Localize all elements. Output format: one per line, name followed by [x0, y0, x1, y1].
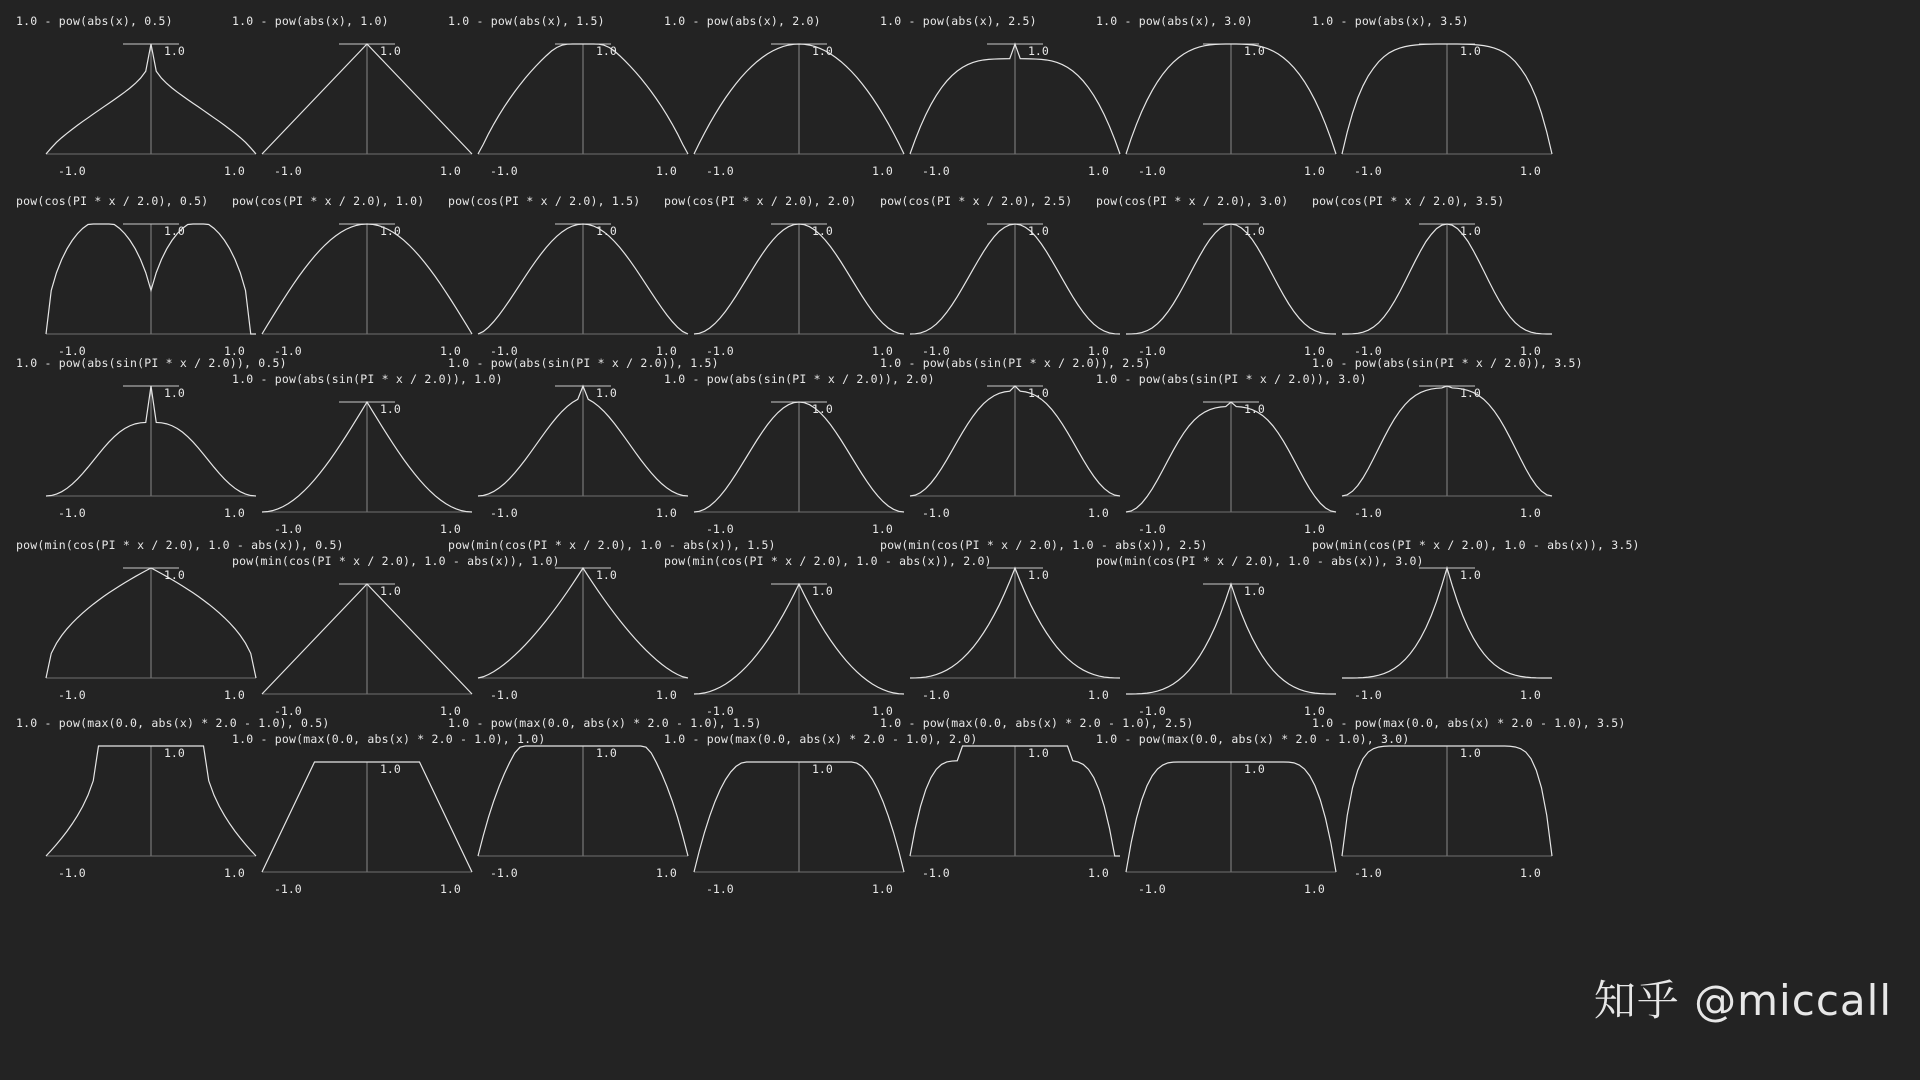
- panel-plot: [1126, 394, 1336, 534]
- panel-plot: [46, 378, 256, 518]
- x-axis-max-label: 1.0: [656, 688, 677, 702]
- panel-plot: [1342, 560, 1552, 700]
- x-axis-min-label: -1.0: [706, 522, 734, 536]
- panel-title: pow(cos(PI * x / 2.0), 0.5): [16, 194, 209, 208]
- panel-plot: [1342, 738, 1552, 878]
- panel-plot: [262, 216, 472, 356]
- x-axis-min-label: -1.0: [1354, 688, 1382, 702]
- panel-plot: [46, 560, 256, 700]
- panel-title: pow(cos(PI * x / 2.0), 3.5): [1312, 194, 1505, 208]
- panel-svg: [478, 738, 688, 866]
- x-axis-max-label: 1.0: [1520, 866, 1541, 880]
- x-axis-min-label: -1.0: [58, 866, 86, 880]
- panel-title: 1.0 - pow(abs(sin(PI * x / 2.0)), 1.5): [448, 356, 719, 370]
- panel-plot: [478, 738, 688, 878]
- panel-svg: [478, 378, 688, 506]
- x-axis-max-label: 1.0: [656, 164, 677, 178]
- panel-svg: [478, 560, 688, 688]
- x-axis-max-label: 1.0: [872, 522, 893, 536]
- panel-plot: [1126, 576, 1336, 716]
- x-axis-min-label: -1.0: [1138, 522, 1166, 536]
- panel-svg: [910, 216, 1120, 344]
- panel-svg: [694, 216, 904, 344]
- x-axis-min-label: -1.0: [922, 164, 950, 178]
- x-axis-max-label: 1.0: [224, 506, 245, 520]
- panel-svg: [1342, 378, 1552, 506]
- panel-title: 1.0 - pow(abs(sin(PI * x / 2.0)), 2.5): [880, 356, 1151, 370]
- panel-svg: [46, 36, 256, 164]
- panel-svg: [1126, 394, 1336, 522]
- x-axis-min-label: -1.0: [274, 704, 302, 718]
- y-axis-max-label: 1.0: [380, 762, 401, 776]
- y-axis-max-label: 1.0: [1244, 584, 1265, 598]
- panel-svg: [910, 36, 1120, 164]
- panel-plot: [694, 394, 904, 534]
- y-axis-max-label: 1.0: [812, 584, 833, 598]
- x-axis-min-label: -1.0: [1138, 704, 1166, 718]
- y-axis-max-label: 1.0: [164, 746, 185, 760]
- panel-svg: [262, 576, 472, 704]
- x-axis-min-label: -1.0: [922, 688, 950, 702]
- x-axis-min-label: -1.0: [1138, 164, 1166, 178]
- panel-svg: [46, 378, 256, 506]
- panel-svg: [46, 738, 256, 866]
- x-axis-max-label: 1.0: [224, 866, 245, 880]
- panel-plot: [262, 754, 472, 894]
- panel-svg: [1342, 36, 1552, 164]
- x-axis-min-label: -1.0: [274, 882, 302, 896]
- y-axis-max-label: 1.0: [1028, 44, 1049, 58]
- x-axis-max-label: 1.0: [656, 866, 677, 880]
- x-axis-max-label: 1.0: [1304, 344, 1325, 358]
- x-axis-max-label: 1.0: [440, 882, 461, 896]
- y-axis-max-label: 1.0: [1244, 762, 1265, 776]
- panel-title: 1.0 - pow(abs(x), 1.5): [448, 14, 605, 28]
- panel-plot: [262, 576, 472, 716]
- x-axis-max-label: 1.0: [1520, 506, 1541, 520]
- panel-svg: [1342, 216, 1552, 344]
- x-axis-max-label: 1.0: [656, 506, 677, 520]
- x-axis-min-label: -1.0: [706, 704, 734, 718]
- panel-plot: [910, 738, 1120, 878]
- panel-title: 1.0 - pow(max(0.0, abs(x) * 2.0 - 1.0), 1.5): [448, 716, 762, 730]
- y-axis-max-label: 1.0: [164, 44, 185, 58]
- panel-plot: [1342, 36, 1552, 176]
- x-axis-max-label: 1.0: [656, 344, 677, 358]
- y-axis-max-label: 1.0: [1460, 568, 1481, 582]
- y-axis-max-label: 1.0: [164, 568, 185, 582]
- panel-svg: [262, 36, 472, 164]
- panel-plot: [694, 36, 904, 176]
- panel-plot: [46, 738, 256, 878]
- y-axis-max-label: 1.0: [812, 402, 833, 416]
- x-axis-min-label: -1.0: [490, 866, 518, 880]
- panel-title: pow(min(cos(PI * x / 2.0), 1.0 - abs(x)), 2.5): [880, 538, 1208, 552]
- y-axis-max-label: 1.0: [380, 584, 401, 598]
- panel-title: pow(min(cos(PI * x / 2.0), 1.0 - abs(x)), 3.0): [1096, 554, 1424, 568]
- y-axis-max-label: 1.0: [596, 386, 617, 400]
- panel-title: 1.0 - pow(max(0.0, abs(x) * 2.0 - 1.0), 0.5): [16, 716, 330, 730]
- y-axis-max-label: 1.0: [812, 224, 833, 238]
- y-axis-max-label: 1.0: [164, 224, 185, 238]
- panel-svg: [262, 754, 472, 882]
- panel-title: 1.0 - pow(max(0.0, abs(x) * 2.0 - 1.0), 2.5): [880, 716, 1194, 730]
- panel-svg: [910, 738, 1120, 866]
- panel-plot: [1126, 36, 1336, 176]
- x-axis-min-label: -1.0: [490, 688, 518, 702]
- y-axis-max-label: 1.0: [380, 224, 401, 238]
- panel-plot: [262, 394, 472, 534]
- y-axis-max-label: 1.0: [596, 568, 617, 582]
- panel-title: 1.0 - pow(max(0.0, abs(x) * 2.0 - 1.0), 3.5): [1312, 716, 1626, 730]
- panel-svg: [694, 394, 904, 522]
- x-axis-max-label: 1.0: [440, 522, 461, 536]
- x-axis-min-label: -1.0: [490, 344, 518, 358]
- panel-title: 1.0 - pow(abs(sin(PI * x / 2.0)), 1.0): [232, 372, 503, 386]
- panel-svg: [694, 36, 904, 164]
- x-axis-max-label: 1.0: [1088, 688, 1109, 702]
- panel-title: pow(min(cos(PI * x / 2.0), 1.0 - abs(x)), 0.5): [16, 538, 344, 552]
- x-axis-max-label: 1.0: [1088, 506, 1109, 520]
- y-axis-max-label: 1.0: [1028, 224, 1049, 238]
- y-axis-max-label: 1.0: [1244, 402, 1265, 416]
- x-axis-min-label: -1.0: [58, 164, 86, 178]
- panel-title: 1.0 - pow(abs(x), 0.5): [16, 14, 173, 28]
- y-axis-max-label: 1.0: [1244, 224, 1265, 238]
- panel-svg: [1126, 36, 1336, 164]
- panel-title: pow(min(cos(PI * x / 2.0), 1.0 - abs(x)), 3.5): [1312, 538, 1640, 552]
- x-axis-min-label: -1.0: [922, 344, 950, 358]
- y-axis-max-label: 1.0: [812, 762, 833, 776]
- x-axis-min-label: -1.0: [922, 506, 950, 520]
- panel-plot: [1342, 378, 1552, 518]
- x-axis-max-label: 1.0: [872, 164, 893, 178]
- panel-plot: [910, 560, 1120, 700]
- x-axis-max-label: 1.0: [224, 344, 245, 358]
- panel-title: 1.0 - pow(abs(x), 3.5): [1312, 14, 1469, 28]
- y-axis-max-label: 1.0: [1460, 746, 1481, 760]
- panel-svg: [46, 560, 256, 688]
- y-axis-max-label: 1.0: [164, 386, 185, 400]
- x-axis-min-label: -1.0: [1138, 882, 1166, 896]
- panel-plot: [694, 216, 904, 356]
- x-axis-min-label: -1.0: [1354, 164, 1382, 178]
- panel-svg: [1126, 754, 1336, 882]
- panel-svg: [694, 754, 904, 882]
- panel-plot: [694, 576, 904, 716]
- y-axis-max-label: 1.0: [1028, 568, 1049, 582]
- panel-svg: [1126, 576, 1336, 704]
- panel-plot: [262, 36, 472, 176]
- panel-title: 1.0 - pow(abs(sin(PI * x / 2.0)), 3.5): [1312, 356, 1583, 370]
- panel-title: 1.0 - pow(abs(x), 1.0): [232, 14, 389, 28]
- y-axis-max-label: 1.0: [596, 224, 617, 238]
- x-axis-min-label: -1.0: [706, 164, 734, 178]
- panel-title: 1.0 - pow(abs(sin(PI * x / 2.0)), 0.5): [16, 356, 287, 370]
- x-axis-max-label: 1.0: [224, 688, 245, 702]
- x-axis-min-label: -1.0: [706, 882, 734, 896]
- panel-svg: [1342, 738, 1552, 866]
- x-axis-min-label: -1.0: [706, 344, 734, 358]
- panel-title: pow(cos(PI * x / 2.0), 1.5): [448, 194, 641, 208]
- panel-plot: [910, 216, 1120, 356]
- x-axis-min-label: -1.0: [58, 506, 86, 520]
- y-axis-max-label: 1.0: [1460, 44, 1481, 58]
- x-axis-max-label: 1.0: [1304, 882, 1325, 896]
- panel-svg: [910, 560, 1120, 688]
- y-axis-max-label: 1.0: [596, 44, 617, 58]
- x-axis-min-label: -1.0: [922, 866, 950, 880]
- panel-plot: [478, 36, 688, 176]
- panel-title: pow(cos(PI * x / 2.0), 3.0): [1096, 194, 1289, 208]
- x-axis-min-label: -1.0: [490, 506, 518, 520]
- panel-svg: [694, 576, 904, 704]
- panel-title: 1.0 - pow(abs(sin(PI * x / 2.0)), 3.0): [1096, 372, 1367, 386]
- panel-plot: [910, 378, 1120, 518]
- panel-plot: [1126, 754, 1336, 894]
- y-axis-max-label: 1.0: [1460, 386, 1481, 400]
- panel-title: pow(min(cos(PI * x / 2.0), 1.0 - abs(x)), 2.0): [664, 554, 992, 568]
- panel-title: 1.0 - pow(max(0.0, abs(x) * 2.0 - 1.0), 2.0): [664, 732, 978, 746]
- panel-title: pow(min(cos(PI * x / 2.0), 1.0 - abs(x)), 1.0): [232, 554, 560, 568]
- panel-title: 1.0 - pow(abs(x), 2.0): [664, 14, 821, 28]
- panel-svg: [262, 394, 472, 522]
- x-axis-min-label: -1.0: [274, 522, 302, 536]
- panel-title: 1.0 - pow(abs(x), 3.0): [1096, 14, 1253, 28]
- y-axis-max-label: 1.0: [1460, 224, 1481, 238]
- x-axis-min-label: -1.0: [58, 688, 86, 702]
- x-axis-max-label: 1.0: [1304, 522, 1325, 536]
- x-axis-min-label: -1.0: [490, 164, 518, 178]
- panel-title: pow(cos(PI * x / 2.0), 1.0): [232, 194, 425, 208]
- x-axis-max-label: 1.0: [440, 164, 461, 178]
- y-axis-max-label: 1.0: [812, 44, 833, 58]
- panel-plot: [46, 36, 256, 176]
- x-axis-max-label: 1.0: [224, 164, 245, 178]
- panel-title: pow(min(cos(PI * x / 2.0), 1.0 - abs(x)), 1.5): [448, 538, 776, 552]
- watermark: 知乎 @miccall: [1593, 976, 1892, 1025]
- x-axis-max-label: 1.0: [1304, 164, 1325, 178]
- y-axis-max-label: 1.0: [380, 44, 401, 58]
- x-axis-min-label: -1.0: [274, 164, 302, 178]
- panel-plot: [478, 560, 688, 700]
- x-axis-max-label: 1.0: [1520, 344, 1541, 358]
- panel-plot: [1342, 216, 1552, 356]
- panel-plot: [46, 216, 256, 356]
- panel-svg: [478, 36, 688, 164]
- x-axis-min-label: -1.0: [1354, 506, 1382, 520]
- y-axis-max-label: 1.0: [1028, 386, 1049, 400]
- y-axis-max-label: 1.0: [596, 746, 617, 760]
- panel-title: pow(cos(PI * x / 2.0), 2.5): [880, 194, 1073, 208]
- panel-plot: [478, 216, 688, 356]
- panel-svg: [1342, 560, 1552, 688]
- x-axis-min-label: -1.0: [1138, 344, 1166, 358]
- panel-title: 1.0 - pow(max(0.0, abs(x) * 2.0 - 1.0), 3.0): [1096, 732, 1410, 746]
- panel-title: 1.0 - pow(abs(sin(PI * x / 2.0)), 2.0): [664, 372, 935, 386]
- x-axis-max-label: 1.0: [1088, 866, 1109, 880]
- y-axis-max-label: 1.0: [380, 402, 401, 416]
- panel-plot: [478, 378, 688, 518]
- panel-plot: [910, 36, 1120, 176]
- x-axis-min-label: -1.0: [1354, 344, 1382, 358]
- x-axis-max-label: 1.0: [872, 344, 893, 358]
- x-axis-min-label: -1.0: [1354, 866, 1382, 880]
- panel-svg: [478, 216, 688, 344]
- panel-title: pow(cos(PI * x / 2.0), 2.0): [664, 194, 857, 208]
- panel-plot: [1126, 216, 1336, 356]
- panel-title: 1.0 - pow(max(0.0, abs(x) * 2.0 - 1.0), 1.0): [232, 732, 546, 746]
- panel-svg: [46, 216, 256, 344]
- x-axis-max-label: 1.0: [872, 704, 893, 718]
- panel-svg: [1126, 216, 1336, 344]
- panel-svg: [910, 378, 1120, 506]
- y-axis-max-label: 1.0: [1244, 44, 1265, 58]
- panel-svg: [262, 216, 472, 344]
- x-axis-min-label: -1.0: [274, 344, 302, 358]
- panel-title: 1.0 - pow(abs(x), 2.5): [880, 14, 1037, 28]
- y-axis-max-label: 1.0: [1028, 746, 1049, 760]
- x-axis-max-label: 1.0: [1088, 344, 1109, 358]
- x-axis-max-label: 1.0: [1088, 164, 1109, 178]
- x-axis-max-label: 1.0: [440, 704, 461, 718]
- x-axis-max-label: 1.0: [1304, 704, 1325, 718]
- panel-plot: [694, 754, 904, 894]
- x-axis-max-label: 1.0: [1520, 688, 1541, 702]
- x-axis-max-label: 1.0: [1520, 164, 1541, 178]
- x-axis-max-label: 1.0: [440, 344, 461, 358]
- x-axis-min-label: -1.0: [58, 344, 86, 358]
- x-axis-max-label: 1.0: [872, 882, 893, 896]
